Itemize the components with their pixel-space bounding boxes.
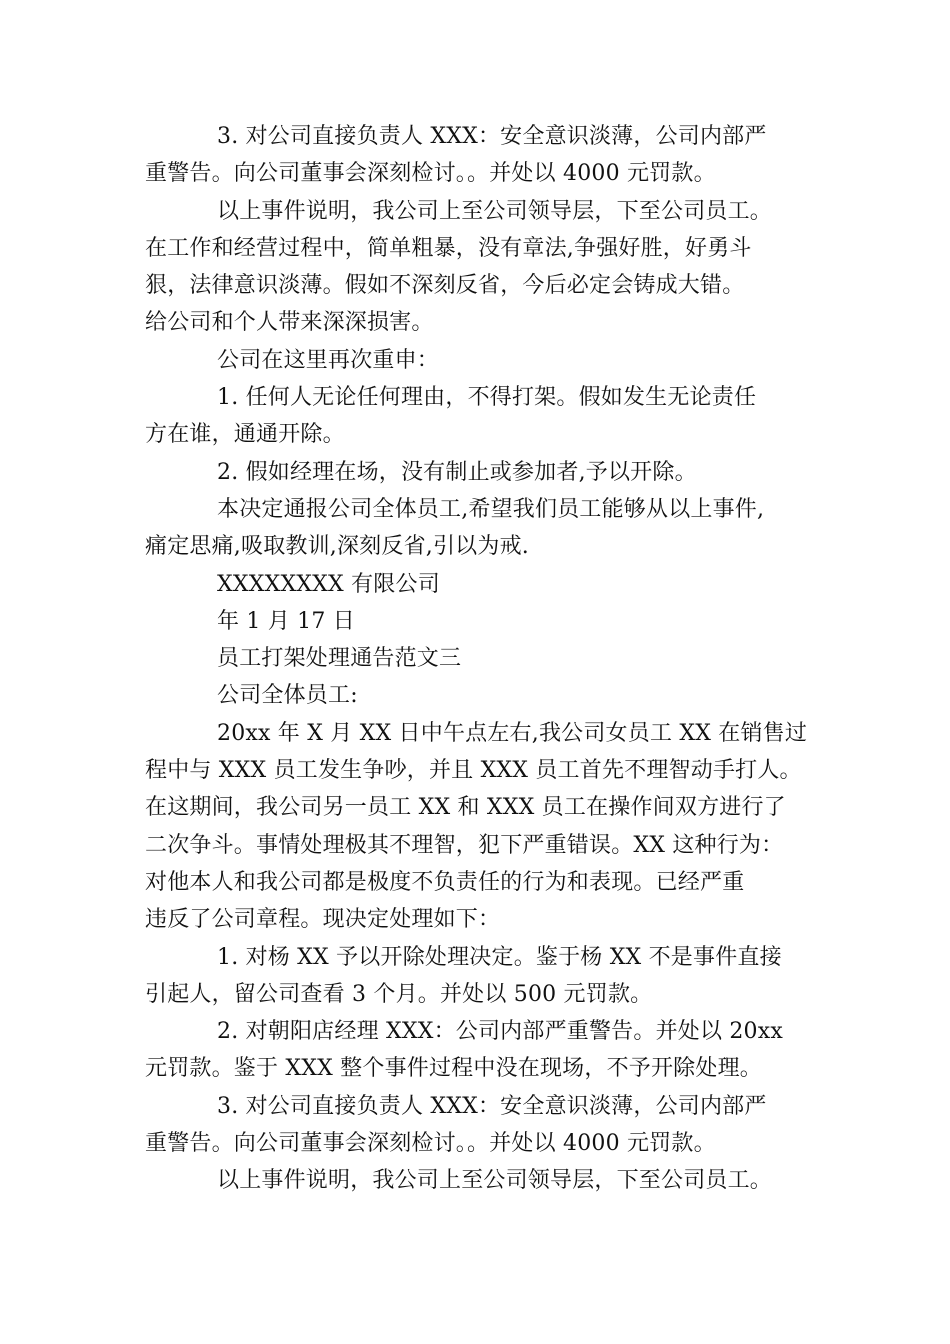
text-line: 重警告。向公司董事会深刻检讨。。并处以 4000 元罚款。 <box>145 1131 716 1157</box>
text-line: 3. 对公司直接负责人 XXX：安全意识淡薄，公司内部严 <box>217 1093 767 1119</box>
text-line: 狠，法律意识淡薄。假如不深刻反省，今后必定会铸成大错。 <box>145 273 745 299</box>
text-line: 在工作和经营过程中，简单粗暴，没有章法,争强好胜，好勇斗 <box>145 235 752 261</box>
section-title: 员工打架处理通告范文三 <box>217 646 462 672</box>
text-line: 本决定通报公司全体员工,希望我们员工能够从以上事件, <box>217 496 765 522</box>
text-line: 给公司和个人带来深深损害。 <box>145 310 434 336</box>
text-line: 公司在这里再次重申： <box>217 347 440 373</box>
text-line: 二次争斗。事情处理极其不理智，犯下严重错误。XX 这种行为： <box>145 832 784 858</box>
text-line: 以上事件说明，我公司上至公司领导层，下至公司员工。 <box>217 1168 773 1194</box>
text-line: 20xx 年 X 月 XX 日中午点左右,我公司女员工 XX 在销售过 <box>217 720 808 746</box>
text-line: 违反了公司章程。现决定处理如下： <box>145 907 501 933</box>
text-line: 2. 假如经理在场，没有制止或参加者,予以开除。 <box>217 459 697 485</box>
text-line: 以上事件说明，我公司上至公司领导层，下至公司员工。 <box>217 198 773 224</box>
text-line: 程中与 XXX 员工发生争吵，并且 XXX 员工首先不理智动手打人。 <box>145 758 802 784</box>
date-line: 年 1 月 17 日 <box>217 608 355 634</box>
salutation: 公司全体员工: <box>217 683 358 709</box>
text-line: 1. 任何人无论任何理由，不得打架。假如发生无论责任 <box>217 385 757 411</box>
company-name: XXXXXXXX 有限公司 <box>217 571 440 597</box>
text-line: 对他本人和我公司都是极度不负责任的行为和表现。已经严重 <box>145 869 745 895</box>
text-line: 在这期间，我公司另一员工 XX 和 XXX 员工在操作间双方进行了 <box>145 795 786 821</box>
text-line: 2. 对朝阳店经理 XXX：公司内部严重警告。并处以 20xx <box>217 1019 783 1045</box>
text-line: 元罚款。鉴于 XXX 整个事件过程中没在现场，不予开除处理。 <box>145 1056 762 1082</box>
text-line: 重警告。向公司董事会深刻检讨。。并处以 4000 元罚款。 <box>145 161 716 187</box>
text-line: 痛定思痛,吸取教训,深刻反省,引以为戒. <box>145 534 529 560</box>
text-line: 方在谁，通通开除。 <box>145 422 345 448</box>
text-line: 引起人，留公司查看 3 个月。并处以 500 元罚款。 <box>145 981 653 1007</box>
document-body <box>145 118 810 1200</box>
text-line: 3. 对公司直接负责人 XXX：安全意识淡薄，公司内部严 <box>217 124 767 149</box>
text-line: 1. 对杨 XX 予以开除处理决定。鉴于杨 XX 不是事件直接 <box>217 944 782 970</box>
